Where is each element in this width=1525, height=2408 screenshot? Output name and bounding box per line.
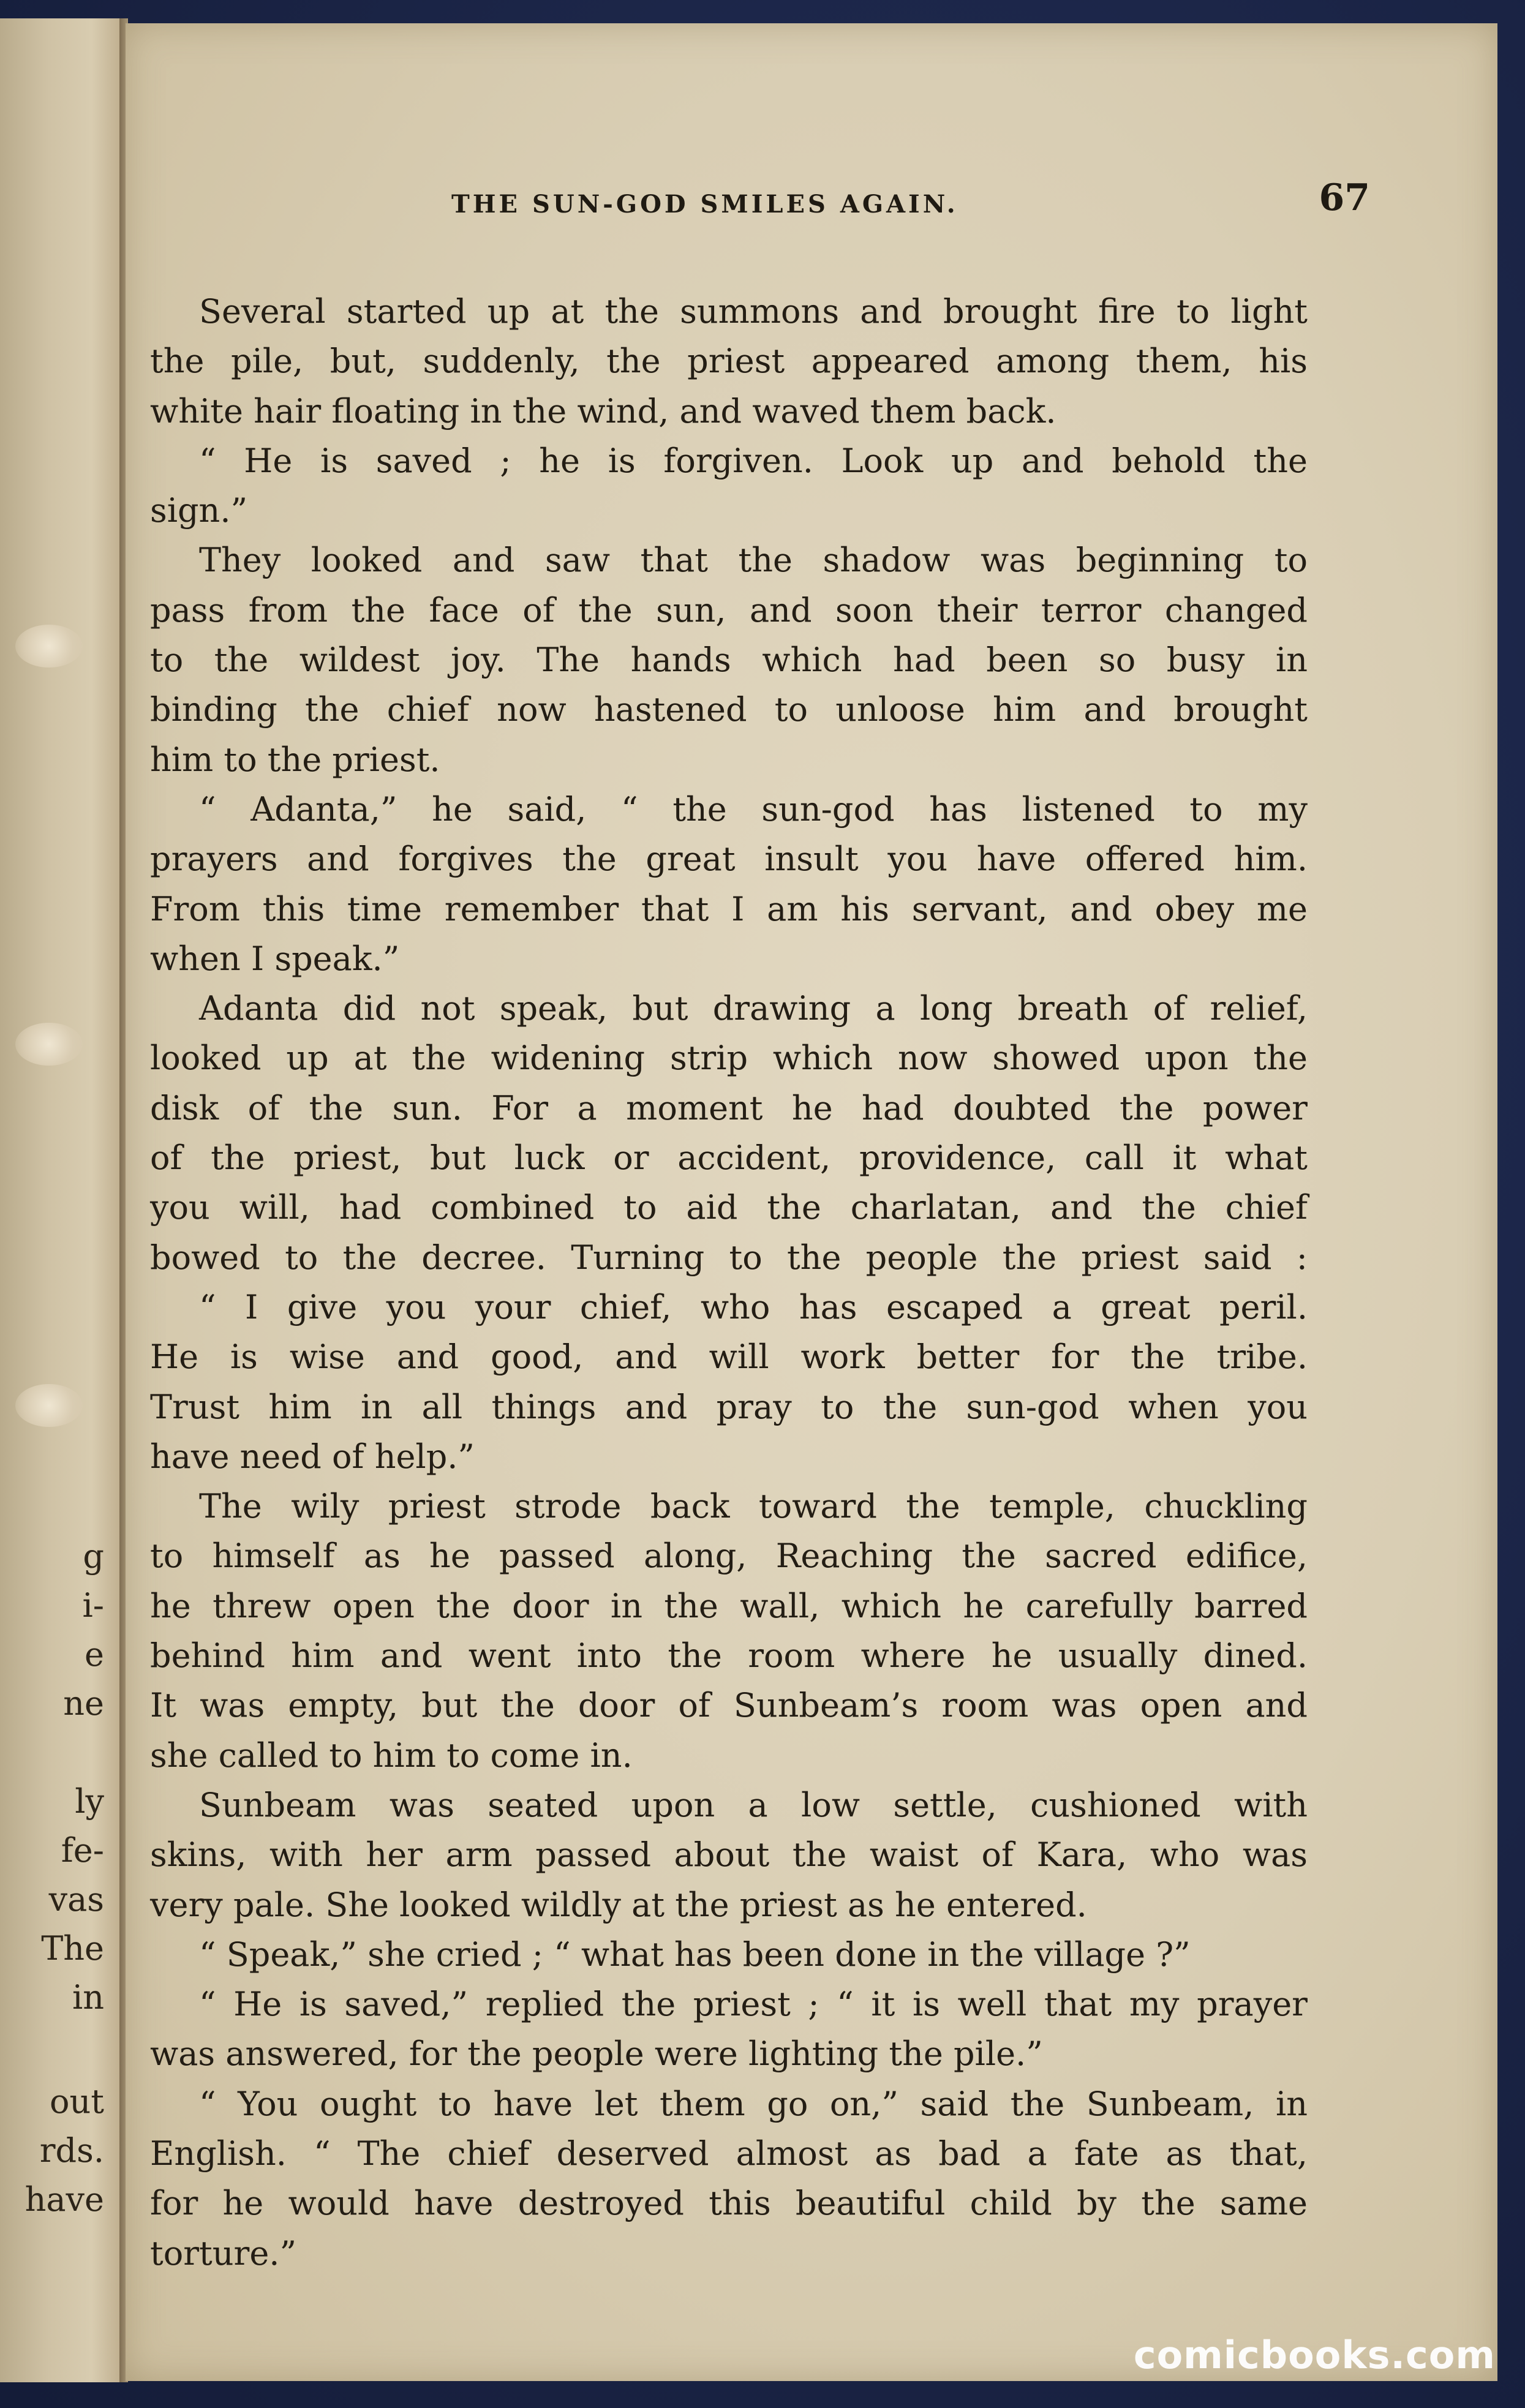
text-line: she called to him to come in. [150, 1736, 633, 1775]
text-line: “ Adanta,” he said, “ the sun-god has listened to my [199, 789, 1308, 829]
running-title: THE SUN-GOD SMILES AGAIN. [451, 190, 958, 219]
text-line: looked up at the widening strip which now showed upon the [150, 1039, 1308, 1078]
running-head [451, 176, 1370, 231]
text-line: for he would have destroyed this beautiful child by the same [150, 2184, 1308, 2223]
left-page-fragment: ly [75, 1782, 104, 1821]
previous-page-edge [0, 18, 124, 2382]
text-line: “ He is saved,” replied the priest ; “ it is well that my prayer [199, 1985, 1308, 2024]
text-line: torture.” [150, 2233, 297, 2273]
left-page-fragment: ne [63, 1684, 104, 1723]
text-line: to himself as he passed along, Reaching the sacred edifice, [150, 1537, 1308, 1576]
text-line: of the priest, but luck or accident, providence, call it what [150, 1138, 1308, 1178]
text-line: “ You ought to have let them go on,” said the Sunbeam, in [199, 2084, 1308, 2123]
text-line: pass from the face of the sun, and soon their terror changed [150, 590, 1308, 630]
text-line: Sunbeam was seated upon a low settle, cushioned with [199, 1785, 1308, 1824]
text-line: “ He is saved ; he is forgiven. Look up and behold the [199, 441, 1308, 480]
left-page-fragment: e [85, 1635, 104, 1674]
left-page-fragment: The [41, 1929, 104, 1968]
text-line: to the wildest joy. The hands which had been so busy in [150, 641, 1308, 680]
text-line: very pale. She looked wildly at the priest as he entered. [150, 1885, 1087, 1924]
left-page-fragment: out [50, 2082, 104, 2121]
left-page-fragment: have [24, 2180, 104, 2219]
text-line: From this time remember that I am his servant, and obey me [150, 889, 1308, 928]
text-line: bowed to the decree. Turning to the people the priest said : [150, 1238, 1308, 1277]
text-line: English. “ The chief deserved almost as bad a fate as that, [150, 2134, 1308, 2173]
text-line: you will, had combined to aid the charlatan, and the chief [150, 1188, 1308, 1227]
text-line: behind him and went into the room where he usually dined. [150, 1636, 1308, 1676]
body-text [150, 287, 1308, 2278]
book-page [126, 23, 1497, 2381]
binding-stitch [15, 625, 83, 668]
text-line: when I speak.” [150, 939, 400, 978]
binding-stitch [15, 1023, 83, 1066]
left-page-fragment: fe- [61, 1831, 104, 1870]
text-line: Several started up at the summons and brought fire to light [199, 292, 1308, 331]
text-line: white hair floating in the wind, and waved them back. [150, 391, 1056, 431]
text-line: sign.” [150, 491, 248, 530]
text-line: They looked and saw that the shadow was beginning to [199, 541, 1308, 580]
text-line: the pile, but, suddenly, the priest appeared among them, his [150, 342, 1308, 381]
left-page-fragment: g [83, 1537, 104, 1576]
text-line: Trust him in all things and pray to the sun-god when you [150, 1387, 1308, 1426]
text-line: disk of the sun. For a moment he had doubted the power [150, 1088, 1308, 1127]
left-page-fragment: in [72, 1978, 104, 2017]
text-line: was answered, for the people were lighting the pile.” [150, 2034, 1043, 2074]
text-line: It was empty, but the door of Sunbeam’s room was open and [150, 1686, 1308, 1725]
watermark: comicbooks.com [1133, 2333, 1496, 2377]
text-line: “ I give you your chief, who has escaped a great peril. [199, 1287, 1308, 1326]
text-line: prayers and forgives the great insult you have offered him. [150, 840, 1308, 879]
text-line: He is wise and good, and will work better for the tribe. [150, 1338, 1308, 1377]
text-line: skins, with her arm passed about the waist of Kara, who was [150, 1835, 1308, 1875]
binding-stitch [15, 1384, 83, 1427]
text-line: him to the priest. [150, 740, 440, 779]
text-line: binding the chief now hastened to unloose him and brought [150, 690, 1308, 729]
text-line: he threw open the door in the wall, which he carefully barred [150, 1586, 1308, 1625]
left-page-fragment: rds. [39, 2131, 104, 2170]
text-line: have need of help.” [150, 1437, 475, 1476]
text-line: Adanta did not speak, but drawing a long breath of relief, [199, 989, 1308, 1028]
text-line: The wily priest strode back toward the temple, chuckling [199, 1487, 1308, 1526]
left-page-fragment: i- [82, 1586, 104, 1625]
left-page-fragment: vas [48, 1880, 104, 1919]
page-number: 67 [1319, 176, 1370, 219]
text-line: “ Speak,” she cried ; “ what has been done in the village ?” [199, 1935, 1191, 1974]
